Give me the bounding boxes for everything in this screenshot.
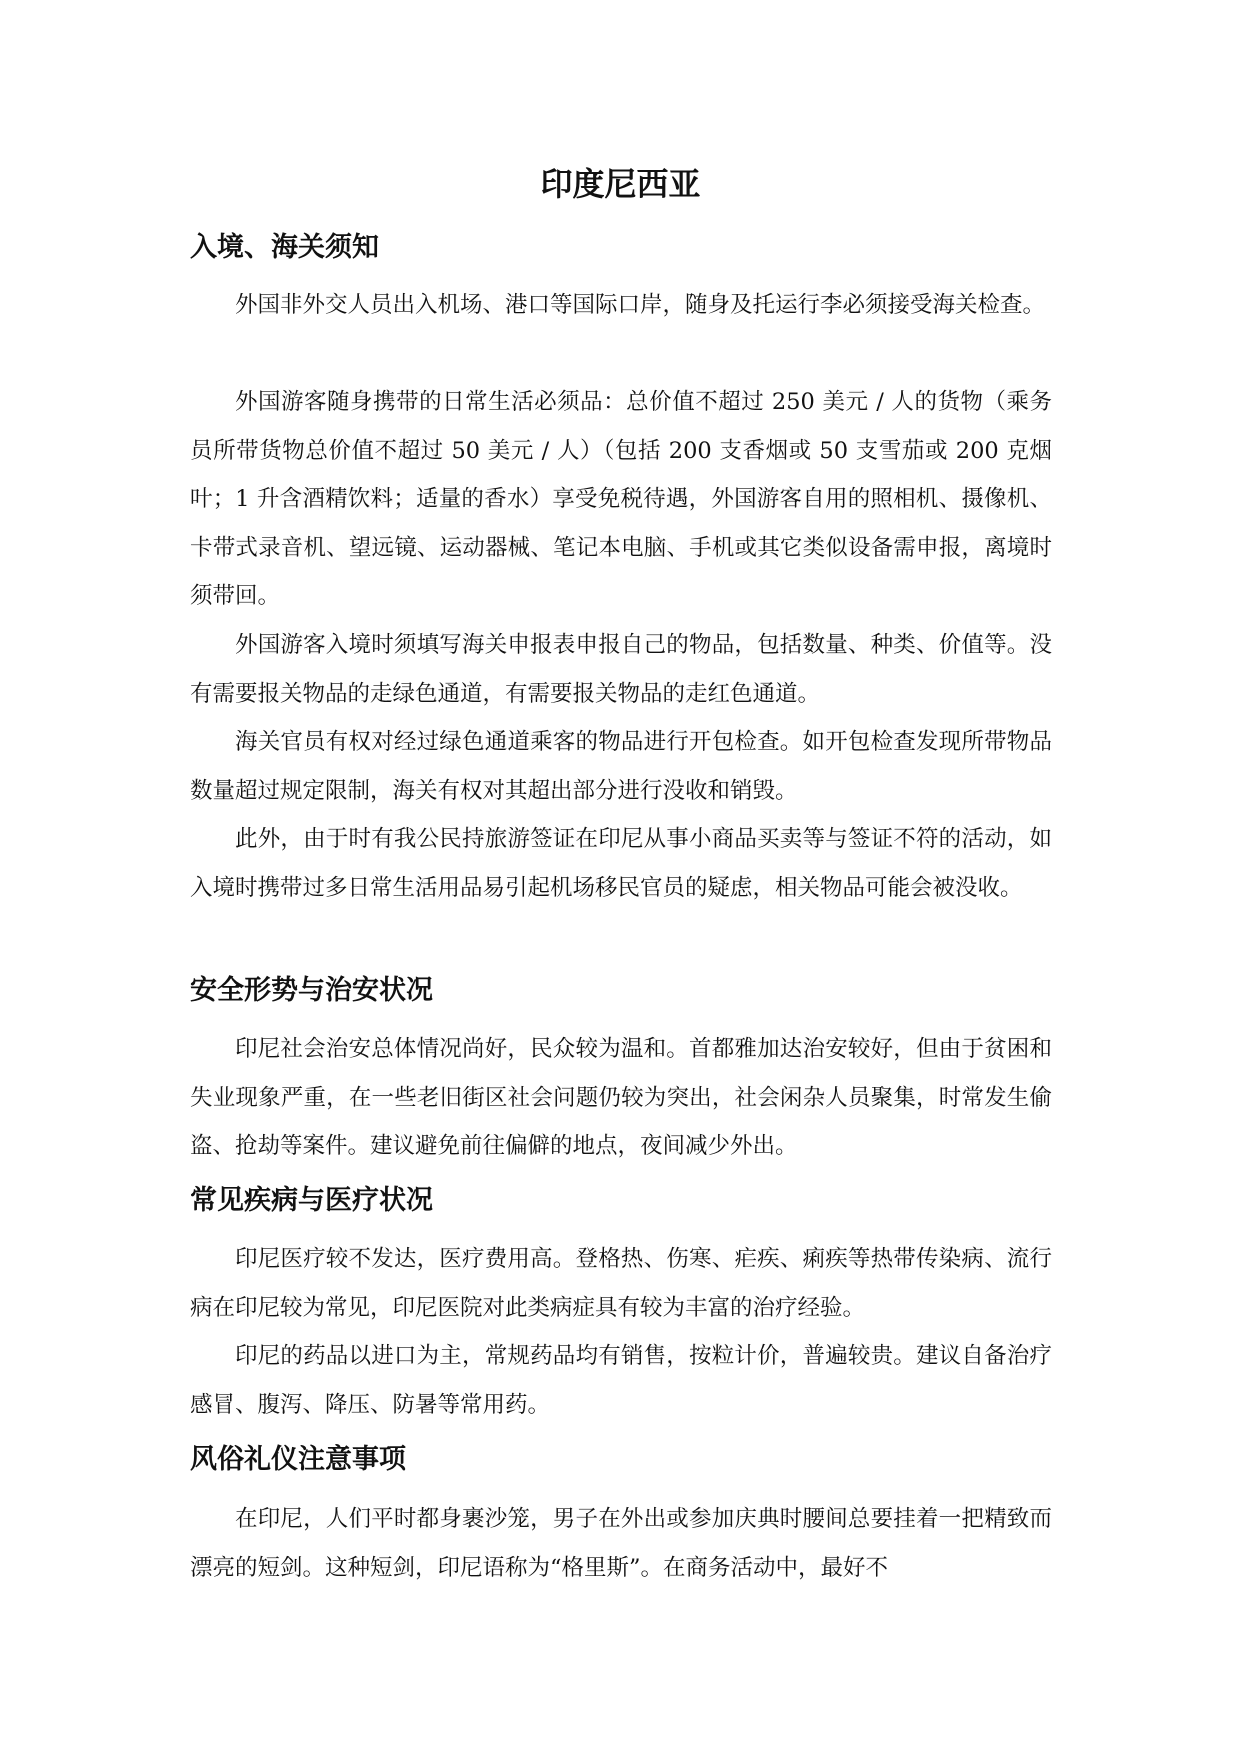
paragraph: 印尼社会治安总体情况尚好，民众较为温和。首都雅加达治安较好，但由于贫困和失业现象严重，在一些老旧街区社会问题仍较为突出，社会闲杂人员聚集，时常发生偷盗、抢劫等案件。建议避免前往偏僻的地点，夜间减少外出。: [190, 1036, 1052, 1159]
paragraph: 海关官员有权对经过绿色通道乘客的物品进行开包检查。如开包检查发现所带物品数量超过规定限制，海关有权对其超出部分进行没收和销毁。: [190, 729, 1052, 804]
section-heading-customs-etiquette: 风俗礼仪注意事项: [190, 1444, 406, 1475]
section-heading-security: 安全形势与治安状况: [190, 975, 433, 1006]
paragraph: 在印尼，人们平时都身裹沙笼，男子在外出或参加庆典时腰间总要挂着一把精致而漂亮的短剑。这种短剑，印尼语称为“格里斯”。在商务活动中，最好不: [190, 1506, 1052, 1581]
section-heading-medical: 常见疾病与医疗状况: [190, 1185, 433, 1216]
paragraph: 外国游客入境时须填写海关申报表申报自己的物品，包括数量、种类、价值等。没有需要报关物品的走绿色通道，有需要报关物品的走红色通道。: [190, 632, 1052, 707]
paragraph: 外国游客随身携带的日常生活必须品：总价值不超过 250 美元 / 人的货物（乘务员所带货物总价值不超过 50 美元 / 人）（包括 200 支香烟或 50 支雪茄或 200 克烟叶；1 升含酒精饮料；适量的香水）享受免税待遇，外国游客自用的照相机、摄像机、卡带式录音机、望远镜、运动器械、笔记本电脑、手机或其它类似设备需申报，离境时须带回。: [190, 389, 1052, 609]
section-heading-customs: 入境、海关须知: [190, 232, 379, 263]
paragraph: 外国非外交人员出入机场、港口等国际口岸，随身及托运行李必须接受海关检查。: [235, 292, 1046, 318]
paragraph: 此外，由于时有我公民持旅游签证在印尼从事小商品买卖等与签证不符的活动，如入境时携带过多日常生活用品易引起机场移民官员的疑虑，相关物品可能会被没收。: [190, 826, 1052, 901]
paragraph: 印尼医疗较不发达，医疗费用高。登格热、伤寒、疟疾、痢疾等热带传染病、流行病在印尼较为常见，印尼医院对此类病症具有较为丰富的治疗经验。: [190, 1246, 1052, 1321]
document-title: 印度尼西亚: [540, 165, 701, 203]
paragraph: 印尼的药品以进口为主，常规药品均有销售，按粒计价，普遍较贵。建议自备治疗感冒、腹泻、降压、防暑等常用药。: [190, 1343, 1052, 1418]
